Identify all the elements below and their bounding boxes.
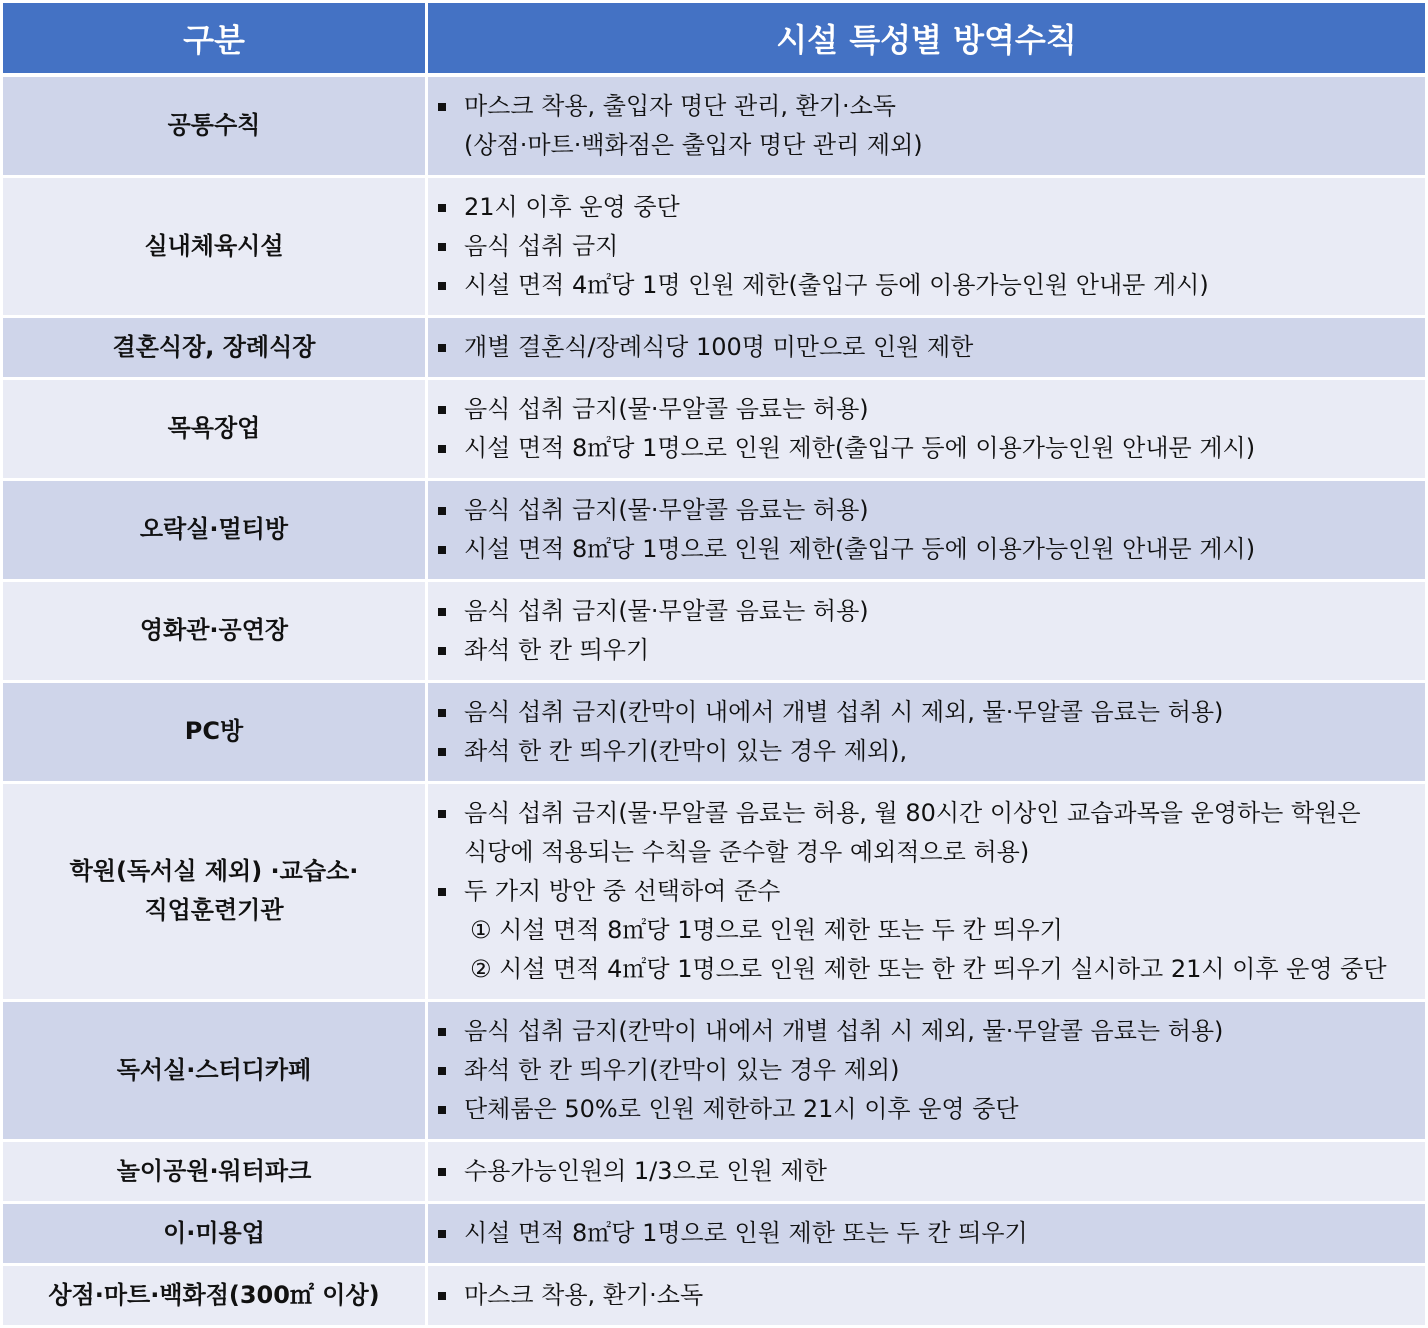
table-row (2, 1140, 1427, 1202)
table-row (2, 378, 1427, 479)
rule-item: 두 가지 방안 중 선택하여 준수 (436, 872, 1425, 911)
row-rules (427, 378, 1427, 479)
rule-item: 좌석 한 칸 띄우기 (436, 631, 1425, 670)
rule-item: 마스크 착용, 출입자 명단 관리, 환기·소독 (상점·마트·백화점은 출입자 명단 관리 제외) (436, 87, 1425, 165)
row-category: 결혼식장, 장례식장 (2, 316, 427, 378)
header-rules: 시설 특성별 방역수칙 (427, 2, 1427, 75)
table-row (2, 782, 1427, 1000)
row-rules (427, 1264, 1427, 1326)
table-row (2, 1202, 1427, 1264)
rule-item: 음식 섭취 금지(물·무알콜 음료는 허용, 월 80시간 이상인 교습과목을 운영하는 학원은 식당에 적용되는 수칙을 준수할 경우 예외적으로 허용) (436, 794, 1425, 872)
rule-item: 음식 섭취 금지 (436, 227, 1425, 266)
table-row (2, 75, 1427, 177)
row-category: 학원(독서실 제외) ·교습소· 직업훈련기관 (2, 782, 427, 1000)
rule-item: 시설 면적 4㎡당 1명 인원 제한(출입구 등에 이용가능인원 안내문 게시) (436, 266, 1425, 305)
rule-item: 단체룸은 50%로 인원 제한하고 21시 이후 운영 중단 (436, 1090, 1425, 1129)
row-rules (427, 1140, 1427, 1202)
row-rules (427, 1202, 1427, 1264)
rule-item: 수용가능인원의 1/3으로 인원 제한 (436, 1152, 1425, 1191)
table-row (2, 1264, 1427, 1326)
row-category: 이·미용업 (2, 1202, 427, 1264)
rule-item: 시설 면적 8㎡당 1명으로 인원 제한(출입구 등에 이용가능인원 안내문 게시) (436, 530, 1425, 569)
table-row (2, 681, 1427, 782)
rule-item: 음식 섭취 금지(칸막이 내에서 개별 섭취 시 제외, 물·무알콜 음료는 허용) (436, 693, 1425, 732)
row-category: 상점·마트·백화점(300㎡ 이상) (2, 1264, 427, 1326)
row-category: 목욕장업 (2, 378, 427, 479)
rule-item: 시설 면적 8㎡당 1명으로 인원 제한(출입구 등에 이용가능인원 안내문 게시) (436, 429, 1425, 468)
table-header-row (2, 2, 1427, 75)
table-row (2, 1000, 1427, 1140)
row-rules (427, 782, 1427, 1000)
row-category: 실내체육시설 (2, 176, 427, 316)
row-rules (427, 316, 1427, 378)
row-rules (427, 1000, 1427, 1140)
rule-item: 21시 이후 운영 중단 (436, 188, 1425, 227)
row-rules (427, 479, 1427, 580)
header-category: 구분 (2, 2, 427, 75)
row-category: 공통수칙 (2, 75, 427, 177)
row-category: 놀이공원·워터파크 (2, 1140, 427, 1202)
row-category: 독서실·스터디카페 (2, 1000, 427, 1140)
row-rules (427, 580, 1427, 681)
row-category: PC방 (2, 681, 427, 782)
table-row (2, 176, 1427, 316)
table-row (2, 316, 1427, 378)
table-row (2, 580, 1427, 681)
rule-item: 음식 섭취 금지(물·무알콜 음료는 허용) (436, 491, 1425, 530)
row-category: 오락실·멀티방 (2, 479, 427, 580)
row-rules (427, 681, 1427, 782)
rule-sub-item: ① 시설 면적 8㎡당 1명으로 인원 제한 또는 두 칸 띄우기 (470, 915, 1063, 944)
row-category: 영화관·공연장 (2, 580, 427, 681)
rule-item: 좌석 한 칸 띄우기(칸막이 있는 경우 제외) (436, 1051, 1425, 1090)
rule-item: 음식 섭취 금지(칸막이 내에서 개별 섭취 시 제외, 물·무알콜 음료는 허용) (436, 1012, 1425, 1051)
table-row (2, 479, 1427, 580)
rule-item: 음식 섭취 금지(물·무알콜 음료는 허용) (436, 390, 1425, 429)
row-rules (427, 176, 1427, 316)
rule-item: 개별 결혼식/장례식당 100명 미만으로 인원 제한 (436, 328, 1425, 367)
rule-sub-item: ② 시설 면적 4㎡당 1명으로 인원 제한 또는 한 칸 띄우기 실시하고 21시 이후 운영 중단 (470, 954, 1387, 983)
rule-item: 좌석 한 칸 띄우기(칸막이 있는 경우 제외), (436, 732, 1425, 771)
rule-item: 음식 섭취 금지(물·무알콜 음료는 허용) (436, 592, 1425, 631)
row-rules (427, 75, 1427, 177)
rule-item: 시설 면적 8㎡당 1명으로 인원 제한 또는 두 칸 띄우기 (436, 1214, 1425, 1253)
rule-item: 마스크 착용, 환기·소독 (436, 1276, 1425, 1315)
